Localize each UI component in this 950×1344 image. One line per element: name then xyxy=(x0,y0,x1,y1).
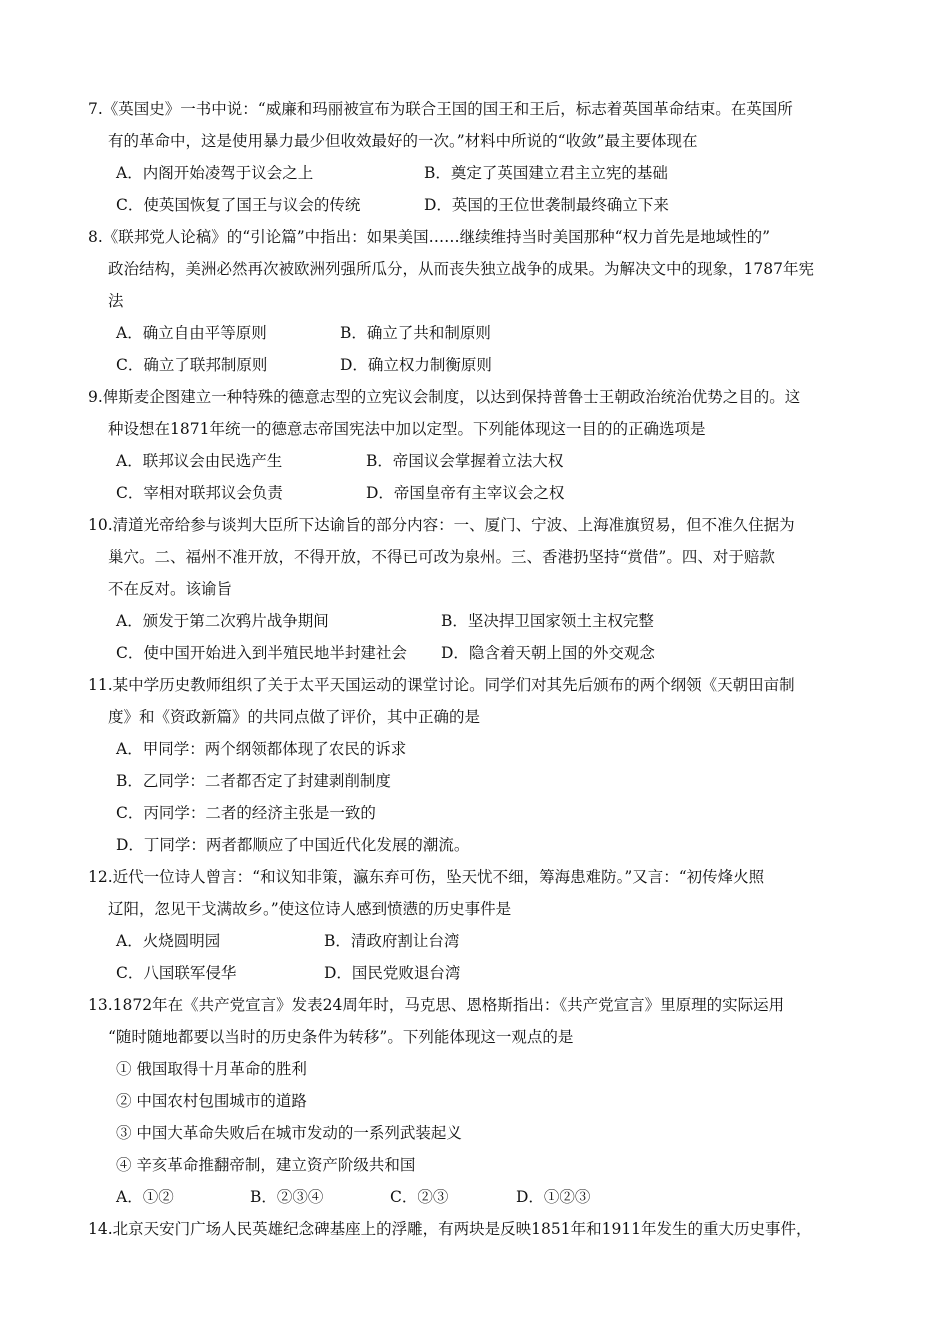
q13-stem-line-1: 13.1872年在《共产党宣言》发表24周年时，马克思、恩格斯指出：《共产党宣言》里原理的实际运用 xyxy=(88,996,785,1014)
q10-option-c[interactable]: C．使中国开始进入到半殖民地半封建社会 xyxy=(116,644,407,662)
q13-option-d[interactable]: D．①②③ xyxy=(516,1188,591,1206)
q13-item-3: ③ 中国大革命失败后在城市发动的一系列武装起义 xyxy=(116,1124,462,1142)
q8-option-c[interactable]: C．确立了联邦制原则 xyxy=(116,356,268,374)
q12-option-a[interactable]: A．火烧圆明园 xyxy=(116,932,221,950)
q12-option-d[interactable]: D．国民党败退台湾 xyxy=(324,964,461,982)
q14-stem-line-1: 14.北京天安门广场人民英雄纪念碑基座上的浮雕，有两块是反映1851年和1911年发生的重大历史事件， xyxy=(88,1220,812,1238)
q9-stem-line-1: 9.俾斯麦企图建立一种特殊的德意志型的立宪议会制度，以达到保持普鲁士王朝政治统治优势之目的。这 xyxy=(88,388,801,406)
q7-option-c[interactable]: C．使英国恢复了国王与议会的传统 xyxy=(116,196,361,214)
q12-stem-line-2: 辽阳，忽见干戈满故乡。”使这位诗人感到愤懑的历史事件是 xyxy=(108,900,512,918)
q11-option-c[interactable]: C．丙同学：二者的经济主张是一致的 xyxy=(116,804,376,822)
q11-option-a[interactable]: A．甲同学：两个纲领都体现了农民的诉求 xyxy=(116,740,407,758)
q10-stem-line-1: 10.清道光帝给参与谈判大臣所下达谕旨的部分内容：一、厦门、宁波、上海准旗贸易，但不准久住据为 xyxy=(88,516,795,534)
q13-option-c[interactable]: C．②③ xyxy=(390,1188,449,1206)
q8-option-b[interactable]: B．确立了共和制原则 xyxy=(340,324,491,342)
q8-option-a[interactable]: A．确立自由平等原则 xyxy=(116,324,267,342)
q13-item-2: ② 中国农村包围城市的道路 xyxy=(116,1092,307,1110)
q11-stem-line-1: 11.某中学历史教师组织了关于太平天国运动的课堂讨论。同学们对其先后颁布的两个纲领《天朝田亩制 xyxy=(88,676,795,694)
q8-stem-line-3: 法 xyxy=(108,292,124,310)
q7-option-a[interactable]: A．内阁开始凌驾于议会之上 xyxy=(116,164,314,182)
q13-stem-line-2: “随时随地都要以当时的历史条件为转移”。下列能体现这一观点的是 xyxy=(108,1028,574,1046)
q7-stem-line-2: 有的革命中，这是使用暴力最少但收效最好的一次。”材料中所说的“收敛”最主要体现在 xyxy=(108,132,698,150)
q10-option-a[interactable]: A．颁发于第二次鸦片战争期间 xyxy=(116,612,329,630)
q11-stem-line-2: 度》和《资政新篇》的共同点做了评价，其中正确的是 xyxy=(108,708,481,726)
q8-stem-line-1: 8.《联邦党人论稿》的“引论篇”中指出：如果美国……继续维持当时美国那种“权力首先是地域性的” xyxy=(88,228,770,246)
q7-option-d[interactable]: D．英国的王位世袭制最终确立下来 xyxy=(424,196,669,214)
q10-stem-line-3: 不在反对。该谕旨 xyxy=(108,580,233,598)
q10-option-d[interactable]: D．隐含着天朝上国的外交观念 xyxy=(441,644,655,662)
q7-option-b[interactable]: B．奠定了英国建立君主立宪的基础 xyxy=(424,164,668,182)
q9-stem-line-2: 种设想在1871年统一的德意志帝国宪法中加以定型。下列能体现这一目的的正确选项是 xyxy=(108,420,706,438)
q8-option-d[interactable]: D．确立权力制衡原则 xyxy=(340,356,492,374)
q11-option-b[interactable]: B．乙同学：二者都否定了封建剥削制度 xyxy=(116,772,391,790)
q13-option-a[interactable]: A．①② xyxy=(116,1188,174,1206)
q7-stem-line-1: 7.《英国史》一书中说：“威廉和玛丽被宣布为联合王国的国王和王后，标志着英国革命结束。在英国所 xyxy=(88,100,793,118)
q10-stem-line-2: 巢穴。二、福州不准开放，不得开放，不得已可改为泉州。三、香港扔坚持“赏借”。四、对于赔款 xyxy=(108,548,775,566)
q8-stem-line-2: 政治结构，美洲必然再次被欧洲列强所瓜分，从而丧失独立战争的成果。为解决文中的现象，1787年宪 xyxy=(108,260,814,278)
q12-option-c[interactable]: C．八国联军侵华 xyxy=(116,964,237,982)
q11-option-d[interactable]: D．丁同学：两者都顺应了中国近代化发展的潮流。 xyxy=(116,836,470,854)
q13-item-1: ① 俄国取得十月革命的胜利 xyxy=(116,1060,307,1078)
q13-item-4: ④ 辛亥革命推翻帝制，建立资产阶级共和国 xyxy=(116,1156,416,1174)
q10-option-b[interactable]: B．坚决捍卫国家领土主权完整 xyxy=(441,612,654,630)
q9-option-d[interactable]: D．帝国皇帝有主宰议会之权 xyxy=(366,484,565,502)
q9-option-c[interactable]: C．宰相对联邦议会负责 xyxy=(116,484,283,502)
q12-option-b[interactable]: B．清政府割让台湾 xyxy=(324,932,460,950)
q9-option-a[interactable]: A．联邦议会由民选产生 xyxy=(116,452,283,470)
q9-option-b[interactable]: B．帝国议会掌握着立法大权 xyxy=(366,452,564,470)
q12-stem-line-1: 12.近代一位诗人曾言：“和议知非策，瀛东弃可伤，坠天忧不细，筹海患难防。”又言：“初传烽火照 xyxy=(88,868,765,886)
q13-option-b[interactable]: B．②③④ xyxy=(250,1188,324,1206)
